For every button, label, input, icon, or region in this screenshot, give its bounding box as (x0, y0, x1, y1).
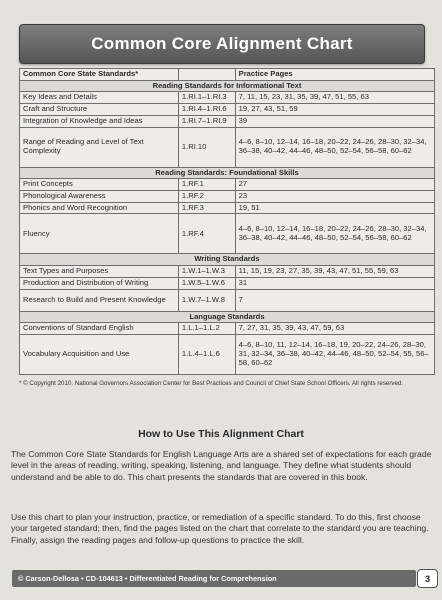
standard-cell: Key Ideas and Details (20, 92, 179, 104)
pages-cell: 7, 27, 31, 35, 39, 43, 47, 59, 63 (235, 323, 434, 335)
standard-cell: Fluency (20, 214, 179, 254)
code-cell: 1.RF.2 (178, 191, 235, 203)
code-cell: 1.W.5–1.W.6 (178, 277, 235, 289)
title-banner (19, 24, 425, 64)
pages-cell: 39 (235, 115, 434, 127)
header-pages: Practice Pages (235, 69, 434, 81)
code-cell: 1.RF.4 (178, 214, 235, 254)
pages-cell: 7, 11, 15, 23, 31, 35, 39, 47, 51, 55, 63 (235, 92, 434, 104)
standard-cell: Craft and Structure (20, 104, 179, 116)
table-row (20, 277, 435, 289)
code-cell: 1.W.7–1.W.8 (178, 289, 235, 311)
page-number: 3 (417, 569, 438, 588)
table-row (20, 104, 435, 116)
code-cell: 1.RF.1 (178, 179, 235, 191)
pages-cell: 31 (235, 277, 434, 289)
header-standards: Common Core State Standards* (20, 69, 179, 81)
footer-bar (12, 570, 416, 587)
instructions-paragraph: Use this chart to plan your instruction, practice, or remediation of a specific standard. To do this, first choose your targeted standard; then, find the pages listed on the chart that correlate to the standard you are teaching. Finally, assign the reading pages and follow-up questions to practice the skill. (11, 512, 429, 545)
table-row (20, 115, 435, 127)
pages-cell: 4–6, 8–10, 12–14, 16–18, 20–22, 24–26, 28–30, 32–34, 36–38, 40–42, 44–46, 48–50, 52–54, 56–58, 60–62 (235, 127, 434, 167)
copyright-note: * © Copyright 2010. National Governors Association Center for Best Practices and Council of Chief State School Officers. All rights reserved. (19, 380, 404, 387)
alignment-table (19, 68, 435, 375)
code-cell: 1.L.1–1.L.2 (178, 323, 235, 335)
pages-cell: 11, 15, 19, 23, 27, 35, 39, 43, 47, 51, 55, 59, 63 (235, 266, 434, 278)
table-row (20, 214, 435, 254)
pages-cell: 7 (235, 289, 434, 311)
table-row (20, 191, 435, 203)
standard-cell: Conventions of Standard English (20, 323, 179, 335)
standard-cell: Print Concepts (20, 179, 179, 191)
section-heading: Reading Standards: Foundational Skills (20, 167, 435, 179)
pages-cell: 4–6, 8–10, 12–14, 16–18, 20–22, 24–26, 28–30, 32–34, 36–38, 40–42, 44–46, 48–50, 52–54, 56–58, 60–62 (235, 214, 434, 254)
table-row (20, 127, 435, 167)
table-row (20, 323, 435, 335)
section-title: How to Use This Alignment Chart (138, 428, 304, 440)
table-row (20, 202, 435, 214)
code-cell: 1.RI.4–1.RI.6 (178, 104, 235, 116)
code-cell: 1.RF.3 (178, 202, 235, 214)
section-heading: Reading Standards for Informational Text (20, 80, 435, 92)
header-code (178, 69, 235, 81)
standard-cell: Production and Distribution of Writing (20, 277, 179, 289)
table-row (20, 179, 435, 191)
table-row (20, 335, 435, 375)
table-row (20, 92, 435, 104)
standard-cell: Range of Reading and Level of Text Complexity (20, 127, 179, 167)
standard-cell: Integration of Knowledge and Ideas (20, 115, 179, 127)
standard-cell: Phonics and Word Recognition (20, 202, 179, 214)
code-cell: 1.L.4–1.L.6 (178, 335, 235, 375)
standard-cell: Research to Build and Present Knowledge (20, 289, 179, 311)
pages-cell: 19, 51 (235, 202, 434, 214)
code-cell: 1.W.1–1.W.3 (178, 266, 235, 278)
pages-cell: 4–6, 8–10, 11, 12–14, 16–18, 19, 20–22, 24–26, 28–30, 31, 32–34, 36–38, 40–42, 44–46, 48–50, 52–54, 55, 56–58, 60–62 (235, 335, 434, 375)
section-heading: Writing Standards (20, 254, 435, 266)
intro-paragraph: The Common Core State Standards for English Language Arts are a shared set of expectations for each grade level in the areas of reading, writing, speaking, listening, and language. They define what students should understand and be able to do. This chart presents the standards that are covered in this book. (11, 449, 432, 482)
table-row (20, 266, 435, 278)
pages-cell: 23 (235, 191, 434, 203)
code-cell: 1.RI.7–1.RI.9 (178, 115, 235, 127)
page-title: Common Core Alignment Chart (91, 34, 353, 53)
standard-cell: Phonological Awareness (20, 191, 179, 203)
pages-cell: 19, 27, 43, 51, 59 (235, 104, 434, 116)
pages-cell: 27 (235, 179, 434, 191)
section-heading: Language Standards (20, 311, 435, 323)
table-row (20, 289, 435, 311)
code-cell: 1.RI.1–1.RI.3 (178, 92, 235, 104)
footer-text: © Carson-Dellosa • CD-104613 • Differentiated Reading for Comprehension (18, 574, 277, 583)
standard-cell: Vocabulary Acquisition and Use (20, 335, 179, 375)
code-cell: 1.RI.10 (178, 127, 235, 167)
standard-cell: Text Types and Purposes (20, 266, 179, 278)
